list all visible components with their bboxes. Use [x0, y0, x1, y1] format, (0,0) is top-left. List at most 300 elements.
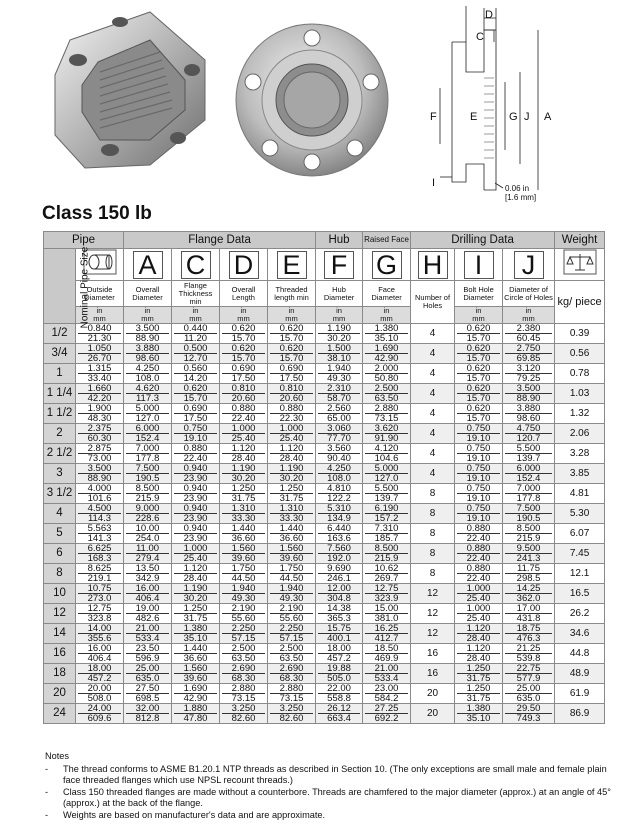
callout-inch: 0.06 in: [505, 184, 530, 193]
c-cell: 0.940 23.90: [172, 504, 220, 524]
g-cell: 18.50 469.9: [363, 644, 411, 664]
g-cell: 23.00 584.2: [363, 684, 411, 704]
g-cell: 27.25 692.2: [363, 704, 411, 724]
c-cell: 1.000 25.40: [172, 544, 220, 564]
header-number-of-holes: Number of Holes: [411, 281, 455, 324]
weight-cell: 6.07: [555, 524, 605, 544]
nps-cell: 8: [44, 564, 76, 584]
notes-section: [45, 751, 615, 821]
j-cell: 6.000 152.4: [503, 464, 555, 484]
c-cell: 0.620 15.70: [172, 384, 220, 404]
j-cell: 3.500 88.90: [503, 384, 555, 404]
holes-cell: 4: [411, 424, 455, 444]
weight-cell: 1.03: [555, 384, 605, 404]
c-cell: 0.940 23.90: [172, 524, 220, 544]
a-cell: 8.500 215.9: [124, 484, 172, 504]
table-row: [44, 364, 605, 384]
c-cell: 1.380 35.10: [172, 624, 220, 644]
holes-cell: 4: [411, 444, 455, 464]
d-cell: 1.250 31.75: [220, 484, 268, 504]
g-cell: 4.120 104.6: [363, 444, 411, 464]
f-cell: 1.940 49.30: [316, 364, 363, 384]
j-cell: 22.75 577.9: [503, 664, 555, 684]
i-cell: 0.750 19.10: [455, 504, 503, 524]
nps-cell: 2 1/2: [44, 444, 76, 464]
d-cell: 1.440 36.60: [220, 524, 268, 544]
a-cell: 7.500 190.5: [124, 464, 172, 484]
c-cell: 1.560 39.60: [172, 664, 220, 684]
table-row: [44, 424, 605, 444]
table-row: [44, 464, 605, 484]
e-cell: 1.120 28.40: [268, 444, 316, 464]
a-cell: 3.880 98.60: [124, 344, 172, 364]
g-cell: 1.380 35.10: [363, 324, 411, 344]
holes-cell: 12: [411, 624, 455, 644]
d-cell: 2.500 63.50: [220, 644, 268, 664]
holes-cell: 4: [411, 464, 455, 484]
letter-a-icon: A: [124, 249, 172, 281]
j-cell: 2.750 69.85: [503, 344, 555, 364]
c-cell: 1.250 31.75: [172, 604, 220, 624]
g-cell: 21.00 533.4: [363, 664, 411, 684]
d-cell: 1.120 28.40: [220, 444, 268, 464]
group-raised-face: Raised Face: [363, 232, 411, 249]
header-bolt-hole-diameter: Bolt Hole Diameter: [455, 281, 503, 307]
flange-spec-table: [43, 231, 605, 724]
od-cell: 1.315 33.40: [76, 364, 124, 384]
nps-header: Nominal Pipe Size: [44, 249, 76, 324]
header-threaded-length: Threaded length min: [268, 281, 316, 307]
j-cell: 8.500 215.9: [503, 524, 555, 544]
page-title: Class 150 lb: [42, 203, 152, 224]
table-row: [44, 704, 605, 724]
f-cell: 1.500 38.10: [316, 344, 363, 364]
i-cell: 0.620 15.70: [455, 384, 503, 404]
f-cell: 22.00 558.8: [316, 684, 363, 704]
od-cell: 16.00 406.4: [76, 644, 124, 664]
c-cell: 0.560 14.20: [172, 364, 220, 384]
j-cell: 7.000 177.8: [503, 484, 555, 504]
holes-cell: 4: [411, 364, 455, 384]
a-cell: 6.000 152.4: [124, 424, 172, 444]
g-cell: 16.25 412.7: [363, 624, 411, 644]
nps-cell: 10: [44, 584, 76, 604]
f-cell: 2.310 58.70: [316, 384, 363, 404]
holes-cell: 20: [411, 704, 455, 724]
weight-cell: 12.1: [555, 564, 605, 584]
holes-cell: 8: [411, 564, 455, 584]
group-flange-data: Flange Data: [124, 232, 316, 249]
j-cell: 11.75 298.5: [503, 564, 555, 584]
c-cell: 0.690 17.50: [172, 404, 220, 424]
e-cell: 1.560 39.60: [268, 544, 316, 564]
e-cell: 0.690 17.50: [268, 364, 316, 384]
holes-cell: 4: [411, 384, 455, 404]
holes-cell: 4: [411, 344, 455, 364]
unit-cell-a: in mm: [124, 307, 172, 324]
header-circle-of-holes: Diameter of Circle of Holes: [503, 281, 555, 307]
d-cell: 1.560 39.60: [220, 544, 268, 564]
table-row: [44, 444, 605, 464]
a-cell: 23.50 596.9: [124, 644, 172, 664]
od-cell: 20.00 508.0: [76, 684, 124, 704]
e-cell: 3.250 82.60: [268, 704, 316, 724]
unit-cell-i: in mm: [455, 307, 503, 324]
j-cell: 29.50 749.3: [503, 704, 555, 724]
j-cell: 21.25 539.8: [503, 644, 555, 664]
unit-cell-j: in mm: [503, 307, 555, 324]
e-cell: 1.940 49.30: [268, 584, 316, 604]
d-cell: 0.690 17.50: [220, 364, 268, 384]
a-cell: 21.00 533.4: [124, 624, 172, 644]
a-cell: 5.000 127.0: [124, 404, 172, 424]
f-cell: 14.38 365.3: [316, 604, 363, 624]
a-cell: 27.50 698.5: [124, 684, 172, 704]
scale-icon: [555, 249, 605, 281]
od-cell: 2.375 60.30: [76, 424, 124, 444]
front-flange-image: [236, 24, 388, 176]
letter-j-icon: J: [503, 249, 555, 281]
cutaway-flange-image: [55, 12, 205, 168]
dim-label-f: F: [430, 111, 437, 123]
d-cell: 1.190 30.20: [220, 464, 268, 484]
a-cell: 7.000 177.8: [124, 444, 172, 464]
holes-cell: 8: [411, 524, 455, 544]
i-cell: 1.000 25.40: [455, 604, 503, 624]
e-cell: 1.000 25.40: [268, 424, 316, 444]
f-cell: 1.190 30.20: [316, 324, 363, 344]
unit-cell-e: in mm: [268, 307, 316, 324]
d-cell: 1.310 33.30: [220, 504, 268, 524]
holes-cell: 20: [411, 684, 455, 704]
technical-drawing: [440, 6, 538, 190]
e-cell: 2.190 55.60: [268, 604, 316, 624]
a-cell: 13.50 342.9: [124, 564, 172, 584]
i-cell: 0.620 15.70: [455, 324, 503, 344]
weight-cell: 61.9: [555, 684, 605, 704]
g-cell: 5.000 127.0: [363, 464, 411, 484]
nps-cell: 12: [44, 604, 76, 624]
i-cell: 0.620 15.70: [455, 364, 503, 384]
f-cell: 12.00 304.8: [316, 584, 363, 604]
weight-cell: 2.06: [555, 424, 605, 444]
a-cell: 4.250 108.0: [124, 364, 172, 384]
nps-cell: 14: [44, 624, 76, 644]
letter-d-icon: D: [220, 249, 268, 281]
letter-g-icon: G: [363, 249, 411, 281]
note-item: - Weights are based on manufacturer's data and are approximate.: [45, 809, 326, 820]
od-cell: 5.563 141.3: [76, 524, 124, 544]
holes-cell: 16: [411, 664, 455, 684]
a-cell: 19.00 482.6: [124, 604, 172, 624]
c-cell: 0.440 11.20: [172, 324, 220, 344]
g-cell: 1.690 42.90: [363, 344, 411, 364]
weight-cell: 86.9: [555, 704, 605, 724]
header-hub-diameter: Hub Diameter: [316, 281, 363, 307]
i-cell: 0.750 19.10: [455, 444, 503, 464]
nps-cell: 5: [44, 524, 76, 544]
d-cell: 1.940 49.30: [220, 584, 268, 604]
c-cell: 1.880 47.80: [172, 704, 220, 724]
j-cell: 4.750 120.7: [503, 424, 555, 444]
table-row: [44, 404, 605, 424]
f-cell: 18.00 457.2: [316, 644, 363, 664]
holes-cell: 8: [411, 504, 455, 524]
table-row: [44, 604, 605, 624]
d-cell: 0.620 15.70: [220, 344, 268, 364]
nps-cell: 6: [44, 544, 76, 564]
weight-cell: 0.56: [555, 344, 605, 364]
callout-mm: [1.6 mm]: [505, 193, 537, 202]
od-cell: 6.625 168.3: [76, 544, 124, 564]
dim-label-g: G: [509, 111, 518, 123]
holes-cell: 12: [411, 584, 455, 604]
f-cell: 3.060 77.70: [316, 424, 363, 444]
nps-cell: 20: [44, 684, 76, 704]
nps-cell: 1 1/4: [44, 384, 76, 404]
a-cell: 3.500 88.90: [124, 324, 172, 344]
letter-e-icon: E: [268, 249, 316, 281]
header-face-diameter: Face Diameter: [363, 281, 411, 307]
unit-cell-od: in mm: [76, 307, 124, 324]
d-cell: 1.750 44.50: [220, 564, 268, 584]
table-row: [44, 664, 605, 684]
d-cell: 3.250 82.60: [220, 704, 268, 724]
f-cell: 5.310 134.9: [316, 504, 363, 524]
header-flange-thickness: Flange Thickness min: [172, 281, 220, 307]
i-cell: 1.120 28.40: [455, 624, 503, 644]
header-overall-length: Overall Length: [220, 281, 268, 307]
e-cell: 1.310 33.30: [268, 504, 316, 524]
nps-cell: 2: [44, 424, 76, 444]
g-cell: 7.310 185.7: [363, 524, 411, 544]
f-cell: 4.810 122.2: [316, 484, 363, 504]
i-cell: 1.380 35.10: [455, 704, 503, 724]
d-cell: 0.810 20.60: [220, 384, 268, 404]
od-cell: 4.000 101.6: [76, 484, 124, 504]
j-cell: 2.380 60.45: [503, 324, 555, 344]
g-cell: 15.00 381.0: [363, 604, 411, 624]
od-cell: 1.660 42.20: [76, 384, 124, 404]
flange-illustrations: [0, 0, 642, 200]
j-cell: 7.500 190.5: [503, 504, 555, 524]
f-cell: 2.560 65.00: [316, 404, 363, 424]
c-cell: 0.750 19.10: [172, 424, 220, 444]
header-kg-per-piece: kg/ piece: [555, 281, 605, 324]
group-pipe: Pipe: [44, 232, 124, 249]
c-cell: 0.500 12.70: [172, 344, 220, 364]
f-cell: 3.560 90.40: [316, 444, 363, 464]
f-cell: 9.690 246.1: [316, 564, 363, 584]
table-row: [44, 524, 605, 544]
od-cell: 12.75 323.8: [76, 604, 124, 624]
i-cell: 1.120 28.40: [455, 644, 503, 664]
e-cell: 2.500 63.50: [268, 644, 316, 664]
holes-cell: 8: [411, 484, 455, 504]
group-drilling-data: Drilling Data: [411, 232, 555, 249]
a-cell: 25.00 635.0: [124, 664, 172, 684]
e-cell: 1.250 31.75: [268, 484, 316, 504]
nps-cell: 3/4: [44, 344, 76, 364]
e-cell: 2.880 73.15: [268, 684, 316, 704]
a-cell: 10.00 254.0: [124, 524, 172, 544]
i-cell: 0.880 22.40: [455, 544, 503, 564]
table-row: [44, 484, 605, 504]
table-row: [44, 584, 605, 604]
i-cell: 0.880 22.40: [455, 564, 503, 584]
f-cell: 26.12 663.4: [316, 704, 363, 724]
weight-cell: 5.30: [555, 504, 605, 524]
table-row: [44, 624, 605, 644]
od-cell: 3.500 88.90: [76, 464, 124, 484]
weight-cell: 0.39: [555, 324, 605, 344]
nps-cell: 24: [44, 704, 76, 724]
a-cell: 16.00 406.4: [124, 584, 172, 604]
d-cell: 2.250 57.15: [220, 624, 268, 644]
d-cell: 0.620 15.70: [220, 324, 268, 344]
od-cell: 24.00 609.6: [76, 704, 124, 724]
od-cell: 10.75 273.0: [76, 584, 124, 604]
note-item: - The thread conforms to ASME B1.20.1 NTP threads as described in Section 10. (The only exceptions are small male and female plain face threaded flanges which use NPSL recount threads.): [45, 763, 607, 785]
table-row: [44, 344, 605, 364]
j-cell: 9.500 241.3: [503, 544, 555, 564]
od-cell: 1.900 48.30: [76, 404, 124, 424]
g-cell: 5.500 139.7: [363, 484, 411, 504]
weight-cell: 34.6: [555, 624, 605, 644]
nps-cell: 18: [44, 664, 76, 684]
j-cell: 5.500 139.7: [503, 444, 555, 464]
d-cell: 2.690 68.30: [220, 664, 268, 684]
nps-cell: 4: [44, 504, 76, 524]
i-cell: 0.750 19.10: [455, 484, 503, 504]
e-cell: 1.750 44.50: [268, 564, 316, 584]
a-cell: 4.620 117.3: [124, 384, 172, 404]
e-cell: 0.810 20.60: [268, 384, 316, 404]
c-cell: 0.940 23.90: [172, 464, 220, 484]
c-cell: 0.940 23.90: [172, 484, 220, 504]
a-cell: 9.000 228.6: [124, 504, 172, 524]
holes-cell: 16: [411, 644, 455, 664]
weight-cell: 4.81: [555, 484, 605, 504]
j-cell: 17.00 431.8: [503, 604, 555, 624]
g-cell: 6.190 157.2: [363, 504, 411, 524]
weight-cell: 26.2: [555, 604, 605, 624]
note-item: - Class 150 threaded flanges are made without a counterbore. Threads are chamfered to the major diameter (approx.) at an angle of 45° (approx.) at the back of the flange.: [45, 786, 611, 808]
j-cell: 25.00 635.0: [503, 684, 555, 704]
d-cell: 1.000 25.40: [220, 424, 268, 444]
letter-i-icon: I: [455, 249, 503, 281]
weight-cell: 3.28: [555, 444, 605, 464]
i-cell: 1.000 25.40: [455, 584, 503, 604]
g-cell: 10.62 269.7: [363, 564, 411, 584]
od-cell: 18.00 457.2: [76, 664, 124, 684]
unit-cell-f: in mm: [316, 307, 363, 324]
f-cell: 19.88 505.0: [316, 664, 363, 684]
e-cell: 0.880 22.30: [268, 404, 316, 424]
f-cell: 15.75 400.1: [316, 624, 363, 644]
unit-cell-c: in mm: [172, 307, 220, 324]
e-cell: 2.250 57.15: [268, 624, 316, 644]
e-cell: 0.620 15.70: [268, 344, 316, 364]
j-cell: 3.880 98.60: [503, 404, 555, 424]
notes-title: Notes: [45, 751, 70, 761]
e-cell: 0.620 15.70: [268, 324, 316, 344]
weight-cell: 0.78: [555, 364, 605, 384]
i-cell: 0.750 19.10: [455, 464, 503, 484]
group-weight: Weight: [555, 232, 605, 249]
letter-f-icon: F: [316, 249, 363, 281]
table-row: [44, 684, 605, 704]
j-cell: 18.75 476.3: [503, 624, 555, 644]
weight-cell: 3.85: [555, 464, 605, 484]
holes-cell: 8: [411, 544, 455, 564]
table-row: [44, 644, 605, 664]
nps-cell: 1: [44, 364, 76, 384]
g-cell: 8.500 215.9: [363, 544, 411, 564]
c-cell: 1.690 42.90: [172, 684, 220, 704]
i-cell: 0.880 22.40: [455, 524, 503, 544]
holes-cell: 12: [411, 604, 455, 624]
od-cell: 14.00 355.6: [76, 624, 124, 644]
i-cell: 0.750 19.10: [455, 424, 503, 444]
weight-cell: 16.5: [555, 584, 605, 604]
nps-cell: 1/2: [44, 324, 76, 344]
dim-label-i: I: [432, 177, 436, 189]
c-cell: 0.880 22.40: [172, 444, 220, 464]
e-cell: 1.190 30.20: [268, 464, 316, 484]
dim-label-j: J: [524, 111, 530, 123]
d-cell: 2.190 55.60: [220, 604, 268, 624]
i-cell: 0.620 15.70: [455, 404, 503, 424]
g-cell: 12.75 323.9: [363, 584, 411, 604]
unit-cell-d: in mm: [220, 307, 268, 324]
weight-cell: 7.45: [555, 544, 605, 564]
j-cell: 3.120 79.25: [503, 364, 555, 384]
group-hub: Hub: [316, 232, 363, 249]
g-cell: 2.880 73.15: [363, 404, 411, 424]
nps-cell: 3: [44, 464, 76, 484]
i-cell: 0.620 15.70: [455, 344, 503, 364]
letter-h-icon: H: [411, 249, 455, 281]
f-cell: 7.560 192.0: [316, 544, 363, 564]
table-row: [44, 564, 605, 584]
letter-c-icon: C: [172, 249, 220, 281]
dim-label-a: A: [544, 111, 552, 123]
g-cell: 2.500 63.50: [363, 384, 411, 404]
header-outside-diameter: Outside Diameter: [76, 281, 124, 307]
c-cell: 1.190 30.20: [172, 584, 220, 604]
unit-cell-g: in mm: [363, 307, 411, 324]
od-cell: 2.875 73.00: [76, 444, 124, 464]
od-cell: 8.625 219.1: [76, 564, 124, 584]
f-cell: 6.440 163.6: [316, 524, 363, 544]
table-row: [44, 324, 605, 344]
weight-cell: 1.32: [555, 404, 605, 424]
table-row: [44, 384, 605, 404]
dim-label-c: C: [476, 31, 484, 43]
nps-cell: 1 1/2: [44, 404, 76, 424]
g-cell: 2.000 50.80: [363, 364, 411, 384]
od-cell: 0.840 21.30: [76, 324, 124, 344]
a-cell: 32.00 812.8: [124, 704, 172, 724]
i-cell: 1.250 31.75: [455, 684, 503, 704]
a-cell: 11.00 279.4: [124, 544, 172, 564]
e-cell: 2.690 68.30: [268, 664, 316, 684]
d-cell: 2.880 73.15: [220, 684, 268, 704]
nps-cell: 3 1/2: [44, 484, 76, 504]
table-row: [44, 504, 605, 524]
holes-cell: 4: [411, 404, 455, 424]
